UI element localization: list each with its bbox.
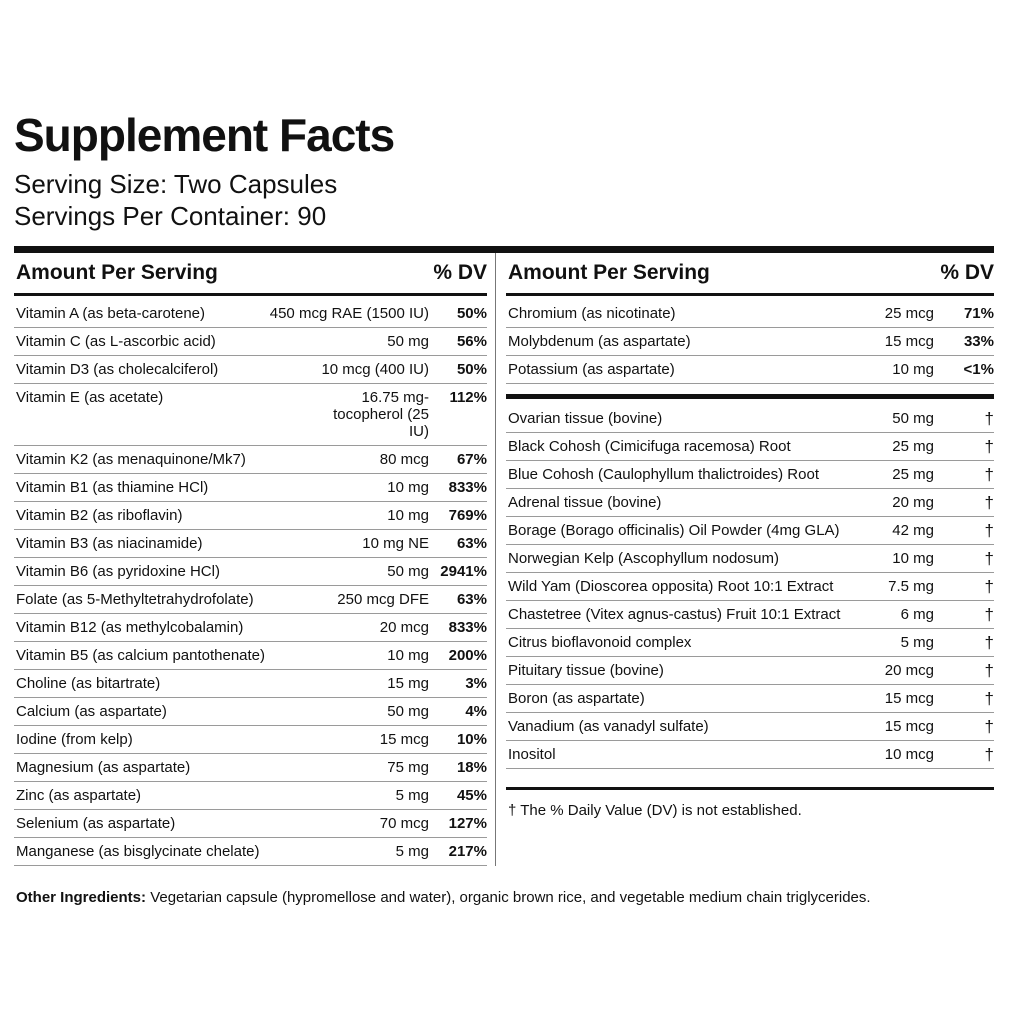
ingredient-row-dv: † xyxy=(984,577,994,596)
nutrient-row xyxy=(14,810,487,838)
left-column xyxy=(14,253,496,866)
nutrient-row-name: Folate (as 5-Methyltetrahydrofolate) xyxy=(16,591,254,608)
nutrient-row-amount: 10 mg xyxy=(892,361,934,378)
nutrient-row-name: Selenium (as aspartate) xyxy=(16,815,176,832)
ingredient-row-name: Blue Cohosh (Caulophyllum thalictroides) Root xyxy=(508,466,819,483)
ingredient-row-amount: 50 mg xyxy=(892,410,934,427)
nutrient-row-name: Calcium (as aspartate) xyxy=(16,703,167,720)
nutrient-row-amount: 70 mcg xyxy=(379,815,429,832)
nutrient-row-dv: 127% xyxy=(448,815,487,832)
ingredient-row-name: Chastetree (Vitex agnus-castus) Fruit 10:1 Extract xyxy=(508,606,841,623)
nutrient-row-name: Magnesium (as aspartate) xyxy=(16,759,191,776)
ingredient-row-amount: 25 mg xyxy=(892,466,934,483)
nutrient-row-amount: 10 mg xyxy=(387,647,429,664)
nutrient-row-amount: 20 mcg xyxy=(379,619,429,636)
nutrient-row-amount: 80 mcg xyxy=(379,451,429,468)
nutrient-row xyxy=(14,446,487,474)
nutrient-row-name: Choline (as bitartrate) xyxy=(16,675,161,692)
other-ingredients-label: Other Ingredients: xyxy=(16,889,147,906)
nutrient-row-amount: 75 mg xyxy=(387,759,429,776)
nutrient-row-amount: 10 mg xyxy=(387,479,429,496)
nutrient-row-amount: 5 mg xyxy=(395,843,429,860)
nutrient-row xyxy=(14,558,487,586)
nutrient-row xyxy=(14,530,487,558)
ingredient-row-name: Norwegian Kelp (Ascophyllum nodosum) xyxy=(508,550,779,567)
ingredient-row-dv: † xyxy=(984,689,994,708)
nutrient-row-name: Vitamin B2 (as riboflavin) xyxy=(16,507,183,524)
nutrient-row-dv: 18% xyxy=(456,759,487,776)
right-column-header xyxy=(506,253,994,293)
ingredient-row-name: Borage (Borago officinalis) Oil Powder (4mg GLA) xyxy=(508,522,840,539)
nutrient-row-amount: 50 mg xyxy=(387,333,429,350)
nutrient-row-name: Iodine (from kelp) xyxy=(16,731,133,748)
ingredient-row-dv: † xyxy=(984,521,994,540)
ingredient-row-name: Black Cohosh (Cimicifuga racemosa) Root xyxy=(508,438,791,455)
nutrient-row-name: Molybdenum (as aspartate) xyxy=(508,333,691,350)
nutrient-row-dv: 3% xyxy=(465,675,487,692)
nutrient-row-dv: <1% xyxy=(963,361,994,378)
footnote-divider xyxy=(506,787,994,790)
dv-heading: % DV xyxy=(940,261,994,284)
ingredient-row xyxy=(506,657,994,685)
ingredient-row xyxy=(506,685,994,713)
serving-size: Serving Size: Two Capsules xyxy=(14,169,338,199)
nutrient-row xyxy=(14,642,487,670)
amount-per-serving-heading: Amount Per Serving xyxy=(16,261,218,284)
nutrient-row-name: Vitamin B3 (as niacinamide) xyxy=(16,535,203,552)
ingredient-row xyxy=(506,489,994,517)
nutrient-row-name: Manganese (as bisglycinate chelate) xyxy=(16,843,260,860)
nutrient-row-dv: 217% xyxy=(448,843,487,860)
nutrient-row xyxy=(14,670,487,698)
dv-footnote: † The % Daily Value (DV) is not established. xyxy=(508,802,802,819)
nutrient-row xyxy=(506,300,994,328)
ingredient-row-amount: 42 mg xyxy=(892,522,934,539)
nutrient-row-name: Vitamin K2 (as menaquinone/Mk7) xyxy=(16,451,246,468)
nutrient-row-amount: 10 mg xyxy=(387,507,429,524)
nutrient-row xyxy=(14,328,487,356)
right-ingredient-list xyxy=(506,405,994,769)
dv-heading: % DV xyxy=(433,261,487,284)
nutrient-row-name: Vitamin B1 (as thiamine HCl) xyxy=(16,479,209,496)
nutrient-row-amount: 5 mg xyxy=(395,787,429,804)
nutrient-row-dv: 112% xyxy=(449,389,487,406)
nutrient-row-amount: 15 mcg xyxy=(884,333,934,350)
other-ingredients xyxy=(16,888,1006,908)
nutrient-row-dv: 71% xyxy=(963,305,994,322)
ingredient-row-amount: 10 mg xyxy=(892,550,934,567)
ingredient-row xyxy=(506,405,994,433)
facts-columns xyxy=(14,253,994,866)
ingredient-row xyxy=(506,629,994,657)
nutrient-row-name: Vitamin D3 (as cholecalciferol) xyxy=(16,361,219,378)
ingredient-row xyxy=(506,433,994,461)
nutrient-row-dv: 63% xyxy=(456,591,487,608)
ingredient-row-amount: 5 mg xyxy=(900,634,934,651)
ingredient-row-dv: † xyxy=(984,493,994,512)
nutrient-row-dv: 10% xyxy=(456,731,487,748)
nutrient-row xyxy=(14,726,487,754)
nutrient-row xyxy=(14,838,487,866)
ingredient-row-amount: 25 mg xyxy=(892,438,934,455)
right-nutrient-list xyxy=(506,300,994,384)
ingredient-row-name: Boron (as aspartate) xyxy=(508,690,645,707)
nutrient-row-dv: 56% xyxy=(456,333,487,350)
amount-per-serving-heading: Amount Per Serving xyxy=(508,261,710,284)
ingredient-row-name: Wild Yam (Dioscorea opposita) Root 10:1 Extract xyxy=(508,578,834,595)
ingredient-row-name: Adrenal tissue (bovine) xyxy=(508,494,662,511)
nutrient-row-amount: 50 mg xyxy=(387,563,429,580)
other-ingredients-text: Vegetarian capsule (hypromellose and water), organic brown rice, and vegetable medium chain triglycerides. xyxy=(150,889,871,906)
nutrient-row-amount: 10 mg NE xyxy=(362,535,429,552)
header-divider xyxy=(14,293,487,296)
ingredient-row-amount: 20 mg xyxy=(892,494,934,511)
nutrient-row-dv: 63% xyxy=(456,535,487,552)
ingredient-row-amount: 15 mcg xyxy=(884,718,934,735)
ingredient-row-amount: 20 mcg xyxy=(884,662,934,679)
nutrient-row xyxy=(14,754,487,782)
left-nutrient-list xyxy=(14,300,487,866)
ingredient-row xyxy=(506,713,994,741)
nutrient-row-dv: 33% xyxy=(963,333,994,350)
nutrient-row xyxy=(14,502,487,530)
ingredient-row-dv: † xyxy=(984,745,994,764)
nutrient-row xyxy=(14,356,487,384)
nutrient-row-amount: 450 mcg RAE (1500 IU) xyxy=(269,305,429,322)
ingredient-row xyxy=(506,545,994,573)
ingredient-row xyxy=(506,741,994,769)
nutrient-row-dv: 833% xyxy=(448,479,487,496)
nutrient-row-name: Vitamin A (as beta-carotene) xyxy=(16,305,205,322)
ingredient-row-dv: † xyxy=(984,633,994,652)
ingredient-row-name: Inositol xyxy=(508,746,556,763)
ingredient-row-dv: † xyxy=(984,409,994,428)
nutrient-row-dv: 2941% xyxy=(440,563,487,580)
ingredient-row xyxy=(506,573,994,601)
nutrient-row-amount: 25 mcg xyxy=(884,305,934,322)
nutrient-row-dv: 45% xyxy=(456,787,487,804)
nutrient-row-dv: 67% xyxy=(456,451,487,468)
section-divider xyxy=(506,394,994,399)
thick-divider xyxy=(14,246,994,253)
nutrient-row-dv: 833% xyxy=(448,619,487,636)
ingredient-row-name: Ovarian tissue (bovine) xyxy=(508,410,663,427)
nutrient-row xyxy=(14,586,487,614)
nutrient-row-name: Vitamin B12 (as methylcobalamin) xyxy=(16,619,244,636)
supplement-facts-panel xyxy=(14,108,994,866)
nutrient-row-dv: 50% xyxy=(456,305,487,322)
header-divider xyxy=(506,293,994,296)
nutrient-row xyxy=(14,698,487,726)
servings-per-container: Servings Per Container: 90 xyxy=(14,201,327,231)
nutrient-row xyxy=(14,384,487,446)
ingredient-row xyxy=(506,517,994,545)
ingredient-row xyxy=(506,461,994,489)
ingredient-row-dv: † xyxy=(984,437,994,456)
ingredient-row-dv: † xyxy=(984,717,994,736)
ingredient-row-dv: † xyxy=(984,549,994,568)
right-column xyxy=(496,253,994,866)
ingredient-row-amount: 6 mg xyxy=(900,606,934,623)
nutrient-row-amount: 15 mcg xyxy=(379,731,429,748)
nutrient-row xyxy=(506,356,994,384)
ingredient-row-dv: † xyxy=(984,605,994,624)
nutrient-row-name: Vitamin E (as acetate) xyxy=(16,389,164,406)
nutrient-row xyxy=(14,614,487,642)
nutrient-row-dv: 50% xyxy=(456,361,487,378)
nutrient-row-dv: 200% xyxy=(448,647,487,664)
nutrient-row-amount: 50 mg xyxy=(387,703,429,720)
nutrient-row-name: Zinc (as aspartate) xyxy=(16,787,142,804)
ingredient-row-amount: 15 mcg xyxy=(884,690,934,707)
ingredient-row-name: Vanadium (as vanadyl sulfate) xyxy=(508,718,709,735)
nutrient-row xyxy=(14,782,487,810)
nutrient-row xyxy=(14,300,487,328)
page-title: Supplement Facts xyxy=(14,109,395,161)
ingredient-row-amount: 7.5 mg xyxy=(888,578,934,595)
nutrient-row-name: Potassium (as aspartate) xyxy=(508,361,675,378)
ingredient-row-amount: 10 mcg xyxy=(884,746,934,763)
nutrient-row-name: Vitamin B6 (as pyridoxine HCl) xyxy=(16,563,220,580)
nutrient-row-amount: 250 mcg DFE xyxy=(337,591,429,608)
nutrient-row xyxy=(14,474,487,502)
nutrient-row-name: Vitamin C (as L-ascorbic acid) xyxy=(16,333,216,350)
nutrient-row xyxy=(506,328,994,356)
ingredient-row-name: Pituitary tissue (bovine) xyxy=(508,662,664,679)
nutrient-row-dv: 4% xyxy=(465,703,487,720)
nutrient-row-name: Vitamin B5 (as calcium pantothenate) xyxy=(16,647,266,664)
ingredient-row-name: Citrus bioflavonoid complex xyxy=(508,634,692,651)
nutrient-row-amount: 16.75 mg-tocopherol (25 IU) xyxy=(333,389,429,440)
nutrient-row-amount: 10 mcg (400 IU) xyxy=(321,361,429,378)
nutrient-row-dv: 769% xyxy=(448,507,487,524)
nutrient-row-name: Chromium (as nicotinate) xyxy=(508,305,676,322)
ingredient-row-dv: † xyxy=(984,465,994,484)
ingredient-row xyxy=(506,601,994,629)
ingredient-row-dv: † xyxy=(984,661,994,680)
nutrient-row-amount: 15 mg xyxy=(387,675,429,692)
left-column-header xyxy=(14,253,487,293)
